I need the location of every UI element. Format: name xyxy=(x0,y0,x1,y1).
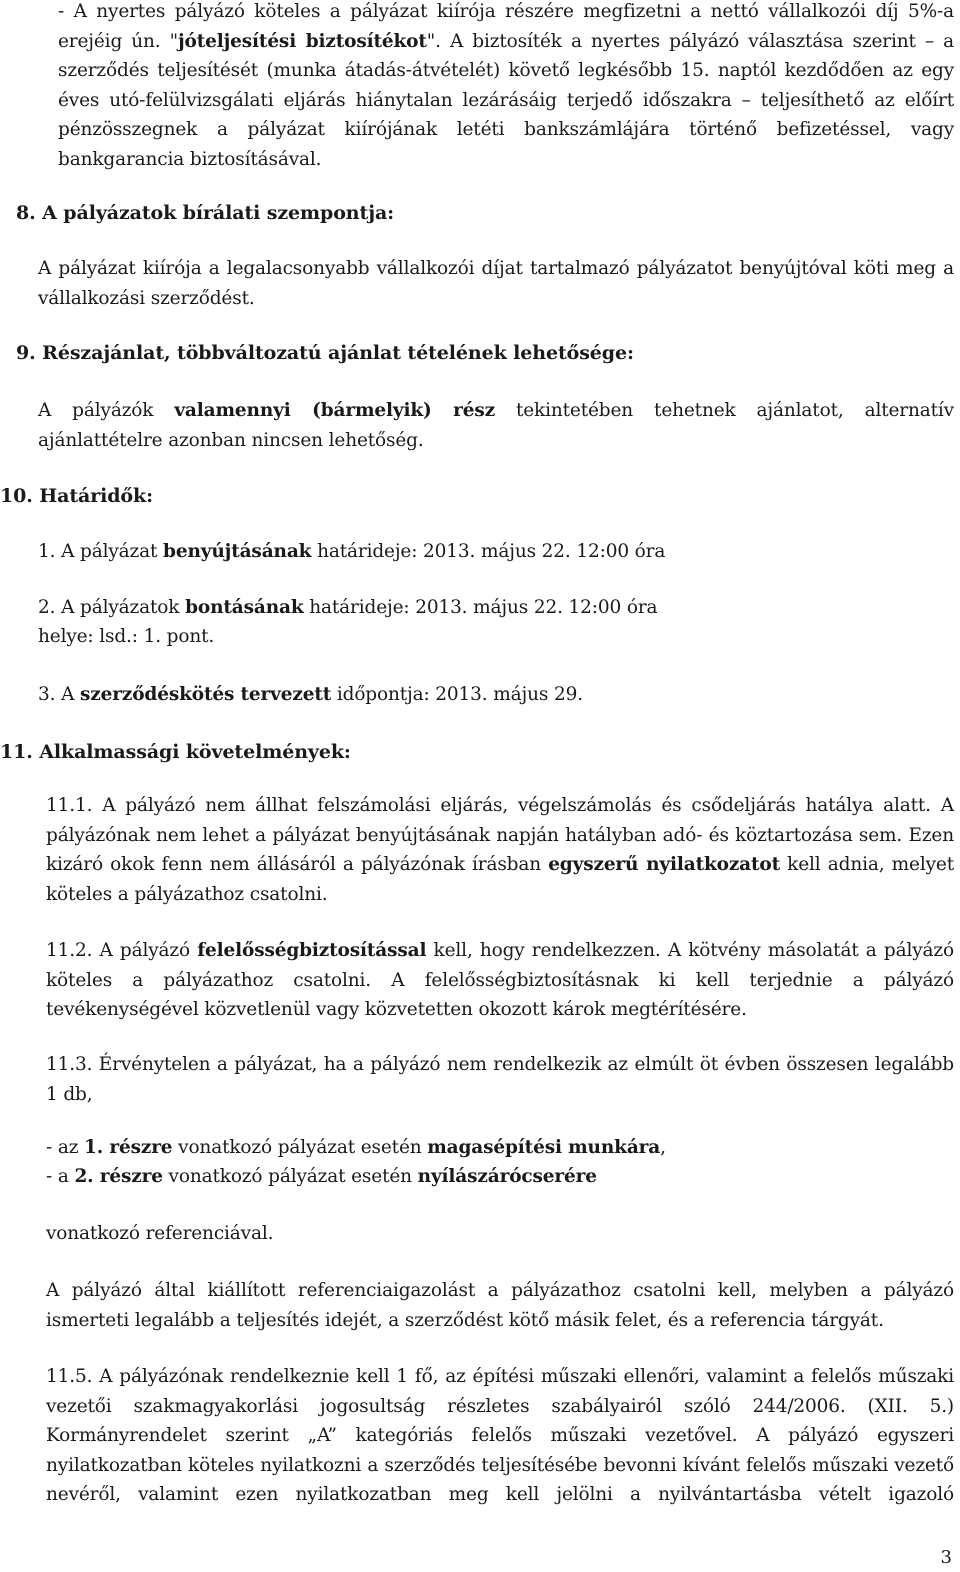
section-8-heading: 8. A pályázatok bírálati szempontja: xyxy=(16,202,395,224)
requirement-11-5: 11.5. A pályázónak rendelkeznie kell 1 fő, az építési műszaki ellenőri, valamint a felelős műszaki vezetői szakmagyakorlási jogosultság részletes szabályairól szóló 244/2006. (XII. 5.) Kormányrendelet szerint „A” kategóriás felelős műszaki vezetővel. A pályázó egyszeri nyilatkozatban köteles nyilatkozni a szerződés teljesítésébe bevonni kívánt felelős műszaki vezető nevéről, valamint ezen nyilatkozatban meg kell jelölni a nyilvántartásba vételt igazoló xyxy=(46,1366,954,1505)
deadline-opening: 2. A pályázatok bontásának határideje: 2013. május 22. 12:00 óra xyxy=(38,597,658,618)
deadline-submission: 1. A pályázat benyújtásának határideje: 2013. május 22. 12:00 óra xyxy=(38,541,666,562)
section-11-heading: 11. Alkalmassági követelmények: xyxy=(0,741,351,763)
intro-bullet: - xyxy=(58,1,74,22)
reference-certificate-text: A pályázó által kiállított referenciaigazolást a pályázathoz csatolni kell, melyben a pályázó ismerteti legalább a teljesítés idejét, a szerződést kötő másik felet, és a referencia tárgyát. xyxy=(46,1280,954,1331)
reference-part-2: - a 2. részre vonatkozó pályázat esetén nyílászárócserére xyxy=(46,1166,597,1187)
contract-date: 3. A szerződéskötés tervezett időpontja: 2013. május 29. xyxy=(38,684,583,705)
section-9-text: A pályázók valamennyi (bármelyik) rész tekintetében tehetnek ajánlatot, alternatív ajánlattételre azonban nincsen lehetőség. xyxy=(38,400,954,451)
jotelj-bold: jóteljesítési biztosítékot xyxy=(177,30,427,52)
section-8-text: A pályázat kiírója a legalacsonyabb vállalkozói díjat tartalmazó pályázatot benyújtóval köti meg a vállalkozási szerződést. xyxy=(38,258,954,309)
intro-paragraph: - A nyertes pályázó köteles a pályázat kiírója részére megfizetni a nettó vállalkozói díj 5%-a erejéig ún. "jóteljesítési biztosítékot". A biztosíték a nyertes pályázó választása szerint – a szerződés teljesítését (munka átadás-átvételét) követő legkésőbb 15. naptól kezdődően az egy éves utó-felülvizsgálati eljárás hiánytalan lezárásáig terjedő időszakra – teljesíthető az előírt pénzösszegnek a pályázat kiírójának letéti bankszámlájára történő befizetéssel, vagy bankgarancia biztosításával. xyxy=(58,1,954,170)
requirement-11-1: 11.1. A pályázó nem állhat felszámolási eljárás, végelszámolás és csődeljárás hatálya alatt. A pályázónak nem lehet a pályázat benyújtásának napján hatályban adó- és köztartozása sem. Ezen kizáró okok fenn nem állásáról a pályázónak írásban egyszerű nyilatkozatot kell adnia, melyet köteles a pályázathoz csatolni. xyxy=(46,795,954,905)
reference-suffix: vonatkozó referenciával. xyxy=(46,1223,274,1244)
reference-part-1: - az 1. részre vonatkozó pályázat esetén magasépítési munkára, xyxy=(46,1137,666,1158)
section-9-heading: 9. Részajánlat, többváltozatú ajánlat tételének lehetősége: xyxy=(16,342,634,364)
requirement-11-3: 11.3. Érvénytelen a pályázat, ha a pályázó nem rendelkezik az elmúlt öt évben összesen legalább 1 db, xyxy=(46,1054,954,1105)
section-10-heading: 10. Határidők: xyxy=(0,485,153,507)
requirement-11-2: 11.2. A pályázó felelősségbiztosítással kell, hogy rendelkezzen. A kötvény másolatát a pályázó köteles a pályázathoz csatolni. A felelősségbiztosításnak ki kell terjednie a pályázó tevékenységével közvetlenül vagy közvetetten okozott károk megtérítésére. xyxy=(46,940,954,1020)
page-number: 3 xyxy=(940,1547,952,1568)
opening-place: helye: lsd.: 1. pont. xyxy=(38,626,215,647)
